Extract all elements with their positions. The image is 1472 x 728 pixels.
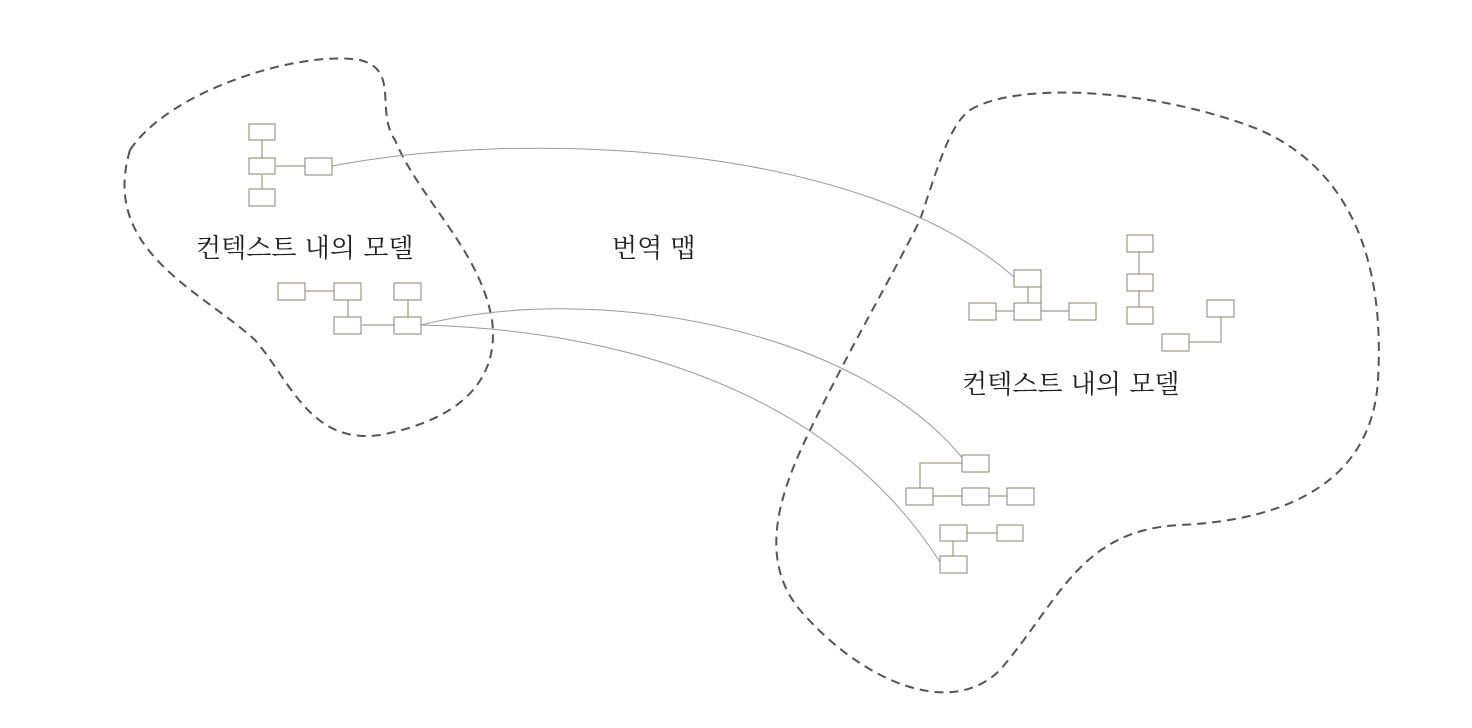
translation-line-3	[421, 325, 940, 562]
left-context-label: 컨텍스트 내의 모델	[196, 234, 414, 264]
model-box	[962, 488, 989, 505]
left-model-cluster-top	[249, 124, 332, 206]
model-box	[394, 283, 421, 300]
model-box	[334, 317, 361, 334]
left-model-cluster-bottom	[278, 283, 421, 334]
model-box	[1069, 303, 1096, 320]
model-box	[1014, 270, 1041, 287]
model-box	[249, 158, 275, 174]
model-box	[394, 317, 421, 334]
model-box	[969, 303, 996, 320]
right-model-cluster-chain	[1127, 235, 1153, 324]
model-box	[249, 124, 275, 140]
model-box	[278, 283, 305, 300]
model-box	[334, 283, 361, 300]
model-box	[940, 556, 967, 573]
right-model-cluster-bottom	[940, 525, 1023, 573]
model-box	[1127, 274, 1153, 291]
translation-line-2	[421, 309, 964, 460]
right-model-cluster-pair	[1162, 300, 1234, 351]
model-box	[906, 488, 933, 505]
model-box	[1127, 235, 1153, 252]
model-box	[249, 189, 275, 206]
model-box	[962, 455, 989, 472]
right-model-cluster-lower	[906, 455, 1034, 505]
model-box	[305, 158, 332, 175]
translation-map-label: 번역 맵	[612, 234, 696, 264]
model-box	[1162, 334, 1189, 351]
model-box	[1127, 307, 1153, 324]
model-box	[997, 525, 1023, 541]
model-box	[1014, 303, 1041, 320]
right-context-label: 컨텍스트 내의 모델	[962, 370, 1180, 400]
model-box	[940, 525, 967, 541]
model-box	[1207, 300, 1234, 317]
model-box	[1007, 488, 1034, 505]
right-model-cluster-upper	[969, 270, 1096, 320]
